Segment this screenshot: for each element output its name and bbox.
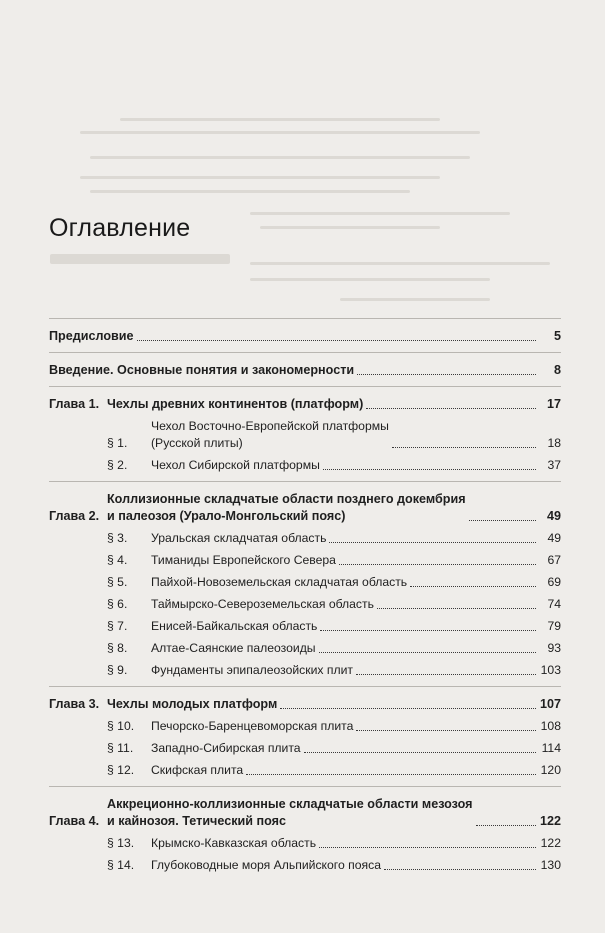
dot-leader [304,752,536,753]
dot-leader [469,520,536,521]
entry-number: § 8. [107,641,128,655]
dot-leader [356,730,536,731]
entry-number: Глава 1. [49,397,100,411]
dot-leader [329,542,536,543]
dot-leader [137,340,536,341]
toc-section-entry[interactable] [49,552,561,569]
toc-section-entry[interactable] [49,530,561,547]
entry-title: Фундаменты эпипалеозойских плит [151,663,353,677]
page-number: 79 [547,619,561,633]
dot-leader [320,630,536,631]
entry-title: Западно-Сибирская плита [151,741,301,755]
entry-number: Глава 2. [49,509,100,523]
dot-leader [280,708,536,709]
page-number: 108 [540,719,561,733]
entry-number: § 13. [107,836,135,850]
entry-title: Крымско-Кавказская область [151,836,317,850]
entry-title: Пайхой-Новоземельская складчатая область [151,575,408,589]
entry-number: § 5. [107,575,128,589]
entry-number: § 2. [107,458,128,472]
page-number: 67 [547,553,561,567]
page-number: 37 [547,458,561,472]
toc-section-entry[interactable] [49,762,561,779]
dot-leader [366,408,536,409]
page-number: 122 [540,836,561,850]
entry-number: § 9. [107,663,128,677]
toc-section-entry[interactable] [49,662,561,679]
entry-number: § 3. [107,531,128,545]
section-divider [49,686,561,687]
page-title: Оглавление [49,213,191,242]
dot-leader [476,825,537,826]
dot-leader [392,447,536,448]
toc-section-entry[interactable] [49,718,561,735]
toc-section-entry[interactable] [49,574,561,591]
dot-leader [356,674,536,675]
entry-title: Чехол Восточно-Европейской платформы (Русской плиты) [151,419,389,450]
toc-chapter-entry[interactable] [49,396,561,413]
page-number: 122 [539,814,561,828]
dot-leader [246,774,536,775]
table-of-contents [49,318,561,874]
entry-title: Уральская складчатая область [151,531,327,545]
entry-number: § 7. [107,619,128,633]
dot-leader [319,652,536,653]
entry-number: § 14. [107,858,135,872]
page-number: 103 [540,663,561,677]
page-number: 120 [540,763,561,777]
toc-chapter-entry[interactable] [49,362,561,379]
toc-chapter-entry[interactable] [49,696,561,713]
page-number: 49 [547,531,561,545]
toc-section-entry[interactable] [49,740,561,757]
toc-section-entry[interactable] [49,596,561,613]
section-divider [49,481,561,482]
toc-section-entry[interactable] [49,835,561,852]
toc-section-entry[interactable] [49,857,561,874]
entry-title: Скифская плита [151,763,244,777]
entry-title: Коллизионные складчатые области позднего докембрия и палеозоя (Урало-Монгольский пояс) [107,492,466,523]
toc-section-entry[interactable] [49,618,561,635]
toc-section-entry[interactable] [49,457,561,474]
page-number: 17 [546,397,561,411]
section-divider [49,318,561,319]
toc-chapter-entry[interactable] [49,491,561,525]
entry-title: Чехлы молодых платформ [107,697,278,711]
entry-title: Алтае-Саянские палеозоиды [151,641,316,655]
dot-leader [377,608,536,609]
entry-number: § 6. [107,597,128,611]
toc-chapter-entry[interactable] [49,328,561,345]
entry-title: Таймырско-Североземельская область [151,597,374,611]
entry-title: Тиманиды Европейского Севера [151,553,336,567]
dot-leader [410,586,536,587]
entry-title: Печорско-Баренцевоморская плита [151,719,354,733]
entry-title: Аккреционно-коллизионные складчатые области мезозоя и кайнозоя. Тетический пояс [107,797,473,828]
entry-number: § 1. [107,436,128,450]
entry-title: Глубоководные моря Альпийского пояса [151,858,381,872]
toc-section-entry[interactable] [49,418,561,452]
entry-title: Енисей-Байкальская область [151,619,318,633]
page-number: 8 [553,363,561,377]
page-number: 130 [540,858,561,872]
entry-title: Предисловие [49,329,134,343]
section-divider [49,386,561,387]
page-number: 93 [547,641,561,655]
entry-number: § 4. [107,553,128,567]
section-divider [49,352,561,353]
section-divider [49,786,561,787]
toc-chapter-entry[interactable] [49,796,561,830]
entry-number: Глава 3. [49,697,100,711]
page-number: 69 [547,575,561,589]
toc-section-entry[interactable] [49,640,561,657]
page-number: 114 [541,741,561,755]
dot-leader [339,564,536,565]
entry-title: Введение. Основные понятия и закономерности [49,363,355,377]
page-number: 5 [553,329,561,343]
entry-title: Чехлы древних континентов (платформ) [107,397,364,411]
entry-number: § 11. [107,741,134,755]
page-number: 107 [539,697,561,711]
entry-number: § 12. [107,763,135,777]
dot-leader [357,374,536,375]
entry-title: Чехол Сибирской платформы [151,458,320,472]
entry-number: § 10. [107,719,135,733]
page-number: 74 [547,597,561,611]
entry-number: Глава 4. [49,814,100,828]
page-number: 49 [546,509,561,523]
page-number: 18 [547,436,561,450]
dot-leader [323,469,536,470]
dot-leader [384,869,536,870]
dot-leader [319,847,536,848]
